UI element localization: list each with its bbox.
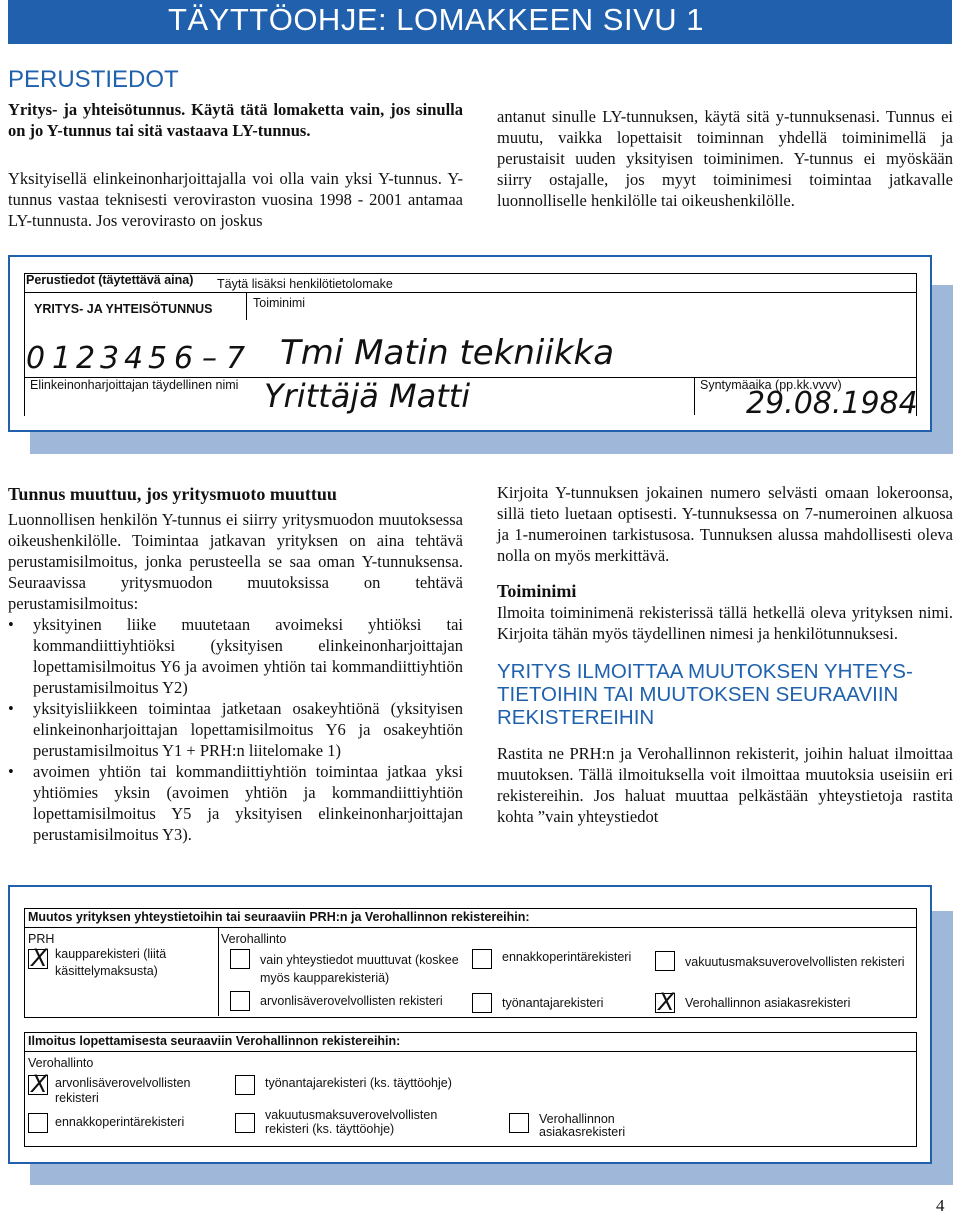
vakuutusmaksu-checkbox[interactable] [655, 951, 675, 971]
list-item: • yksityisliikkeen toimintaa jatketaan osakeyhtiönä (yksityisen elinkeinonharjoittajan lopettamisilmoitus Y6 ja osakeyhtiön perustamisilmoitus Y1 + PRH:n liitelomake 1) [8, 698, 463, 761]
changes-title: Muutos yrityksen yhteystietoihin tai seuraaviin PRH:n ja Verohallinnon rekistereihin: [28, 910, 530, 924]
vakuutusmaksu-label: vakuutusmaksuverovelvollisten rekisteri [685, 955, 905, 969]
form1-section-title: Perustiedot (täytettävä aina) [26, 273, 194, 287]
check-mark: X [658, 988, 675, 1016]
check-mark: X [31, 1070, 48, 1098]
term-asiakasrekisteri-label: Verohallinnon asiakasrekisteri [539, 1112, 626, 1139]
yhteystiedot-label: vain yhteystiedot muuttuvat (koskee myös kaupparekisteriä) [260, 953, 459, 985]
intro-right-body: antanut sinulle LY-tunnuksen, käytä sitä y-tunnuksenasi. Tunnus ei muutu, vaikka lopettaisit toiminnan yhdellä toiminimellä ja perustaisit uuden yksityisen toiminimen. Y-tunnus ei myöskään siirry ostajalle, jos myyt toiminimesi toimintaa jatkavalle luonnolliselle henkilölle tai oikeushenkilölle. [497, 107, 953, 210]
prh-label: PRH [28, 932, 55, 946]
id-digit: 6 [174, 341, 194, 376]
id-digit: – [202, 341, 217, 376]
id-change-section [8, 509, 463, 845]
dob-value[interactable]: 29.08.1984 [746, 386, 918, 421]
owner-name-label: Elinkeinonharjoittajan täydellinen nimi [30, 378, 239, 392]
form1-frame [8, 255, 932, 432]
id-digit: 4 [124, 341, 144, 376]
term-ennakko-label: ennakkoperintärekisteri [55, 1115, 185, 1129]
termination-vero-label: Verohallinto [28, 1056, 94, 1070]
term-alv-checkbox[interactable] [28, 1070, 48, 1098]
id-digit: 1 [52, 341, 72, 376]
id-digit: 5 [148, 341, 168, 376]
trade-name-subheading: Toiminimi [497, 581, 577, 601]
term-vakuutusmaksu-label: vakuutusmaksuverovelvollisten rekisteri (ks. täyttöohje) [265, 1108, 438, 1136]
term-tyonantaja-label: työnantajarekisteri (ks. täyttöohje) [265, 1076, 452, 1090]
dob-label: Syntymäaika (pp.kk.vvvv) [700, 378, 842, 392]
term-ennakko-checkbox[interactable] [28, 1113, 48, 1133]
term-tyonantaja-checkbox[interactable] [235, 1075, 255, 1095]
list-item: • avoimen yhtiön tai kommandiittiyhtiön toimintaa jatkaa yksi yhtiömies yksin (avoimen yhtiön ja kommandiittiyhtiön lopettamisilmoitus Y5 ja yksityisen elinkeinonharjoittajan perustamisilmoitus Y3). [8, 761, 463, 845]
page-title: TÄYTTÖOHJE: LOMAKKEEN SIVU 1 [168, 2, 704, 37]
id-digit: 0 [26, 341, 46, 376]
form1-col-divider [246, 292, 247, 320]
intro-left-body: Yksityisellä elinkeinonharjoittajalla voi olla vain yksi Y-tunnus. Y-tunnus vastaa teknisesti veroviraston vuosina 1998 - 2001 antamaa LY-tunnusta. Jos verovirasto on joskus [8, 169, 463, 230]
trade-name-label: Toiminimi [253, 296, 306, 310]
check-mark: X [31, 944, 48, 972]
vero-label: Verohallinto [221, 932, 287, 946]
id-label: YRITYS- JA YHTEISÖTUNNUS [34, 302, 213, 316]
termination-box [24, 1032, 917, 1147]
id-digit: 7 [226, 341, 246, 376]
id-digit: 3 [100, 341, 120, 376]
form1-divider [24, 292, 916, 293]
id-change-heading: Tunnus muuttuu, jos yritysmuoto muuttuu [8, 484, 337, 504]
id-writing-instructions: Kirjoita Y-tunnuksen jokainen numero selvästi omaan lokeroonsa, sillä tieto luetaan optisesti. Y-tunnuksessa on 7-numeroinen alkuosa ja 1-numeroinen tarkistusosa. Tunnuksen alussa mahdollisesti oleva nolla on myös merkittävä. [497, 483, 953, 565]
alv-checkbox[interactable] [230, 991, 250, 1011]
right-column [497, 482, 953, 827]
asiakasrekisteri-checkbox[interactable] [655, 988, 675, 1016]
trade-name-value[interactable]: Tmi Matin tekniikka [280, 333, 615, 373]
term-alv-label: arvonlisäverovelvollisten rekisteri [55, 1076, 191, 1105]
kaupparekisteri-checkbox[interactable] [28, 944, 48, 972]
ennakko-label: ennakkoperintärekisteri [502, 950, 632, 964]
change-registers-heading: YRITYS ILMOITTAA MUUTOKSEN YHTEYS-TIETOIHIN TAI MUUTOKSEN SEURAAVIIN REKISTEREIHIN [497, 660, 913, 729]
form1-col-divider-2 [694, 377, 695, 415]
form2-frame [8, 885, 932, 1164]
term-asiakasrekisteri-checkbox[interactable] [509, 1113, 529, 1133]
term-vakuutusmaksu-checkbox[interactable] [235, 1113, 255, 1133]
yhteystiedot-checkbox[interactable] [230, 949, 250, 969]
termination-title: Ilmoitus lopettamisesta seuraaviin Verohallinnon rekistereihin: [28, 1034, 401, 1048]
trade-name-instructions: Ilmoita toiminimenä rekisterissä tällä hetkellä oleva yrityksen nimi. Kirjoita tähän myös täydellinen nimesi ja henkilötunnuksesi. [497, 603, 953, 643]
page-number: 4 [936, 1196, 945, 1215]
page-header-banner [8, 0, 952, 44]
tyonantaja-checkbox[interactable] [472, 993, 492, 1013]
id-change-bullet-list [8, 614, 463, 845]
kaupparekisteri-label: kaupparekisteri (liitä käsittelymaksusta) [55, 947, 167, 978]
termination-divider [25, 1051, 916, 1052]
alv-label: arvonlisäverovelvollisten rekisteri [260, 994, 443, 1008]
section-heading-perustiedot: PERUSTIEDOT [8, 66, 179, 93]
change-registers-instructions: Rastita ne PRH:n ja Verohallinnon rekisterit, joihin haluat ilmoittaa muutoksen. Tällä ilmoituksella voit ilmoittaa muutoksia useisiin eri rekistereihin. Jos haluat muuttaa pelkästään yhteystietoja rastita kohta ”vain yhteystiedot [497, 744, 953, 826]
form1-section-note: Täytä lisäksi henkilötietolomake [217, 277, 393, 291]
owner-name-value[interactable]: Yrittäjä Matti [264, 377, 471, 415]
changes-divider [25, 927, 916, 928]
tyonantaja-label: työnantajarekisteri [502, 996, 604, 1010]
id-digit: 2 [76, 341, 96, 376]
ennakko-checkbox[interactable] [472, 949, 492, 969]
changes-col-divider [218, 927, 219, 1016]
changes-box [24, 908, 917, 1018]
asiakasrekisteri-label: Verohallinnon asiakasrekisteri [685, 996, 851, 1010]
id-change-body: Luonnollisen henkilön Y-tunnus ei siirry yritysmuodon muutoksessa oikeushenkilölle. Toimintaa jatkavan yrityksen on aina tehtävä perustamisilmoitus, jonka perusteella se saa oman Y-tunnuksensa. Seuraavissa yritysmuodon muutoksissa on tehtävä perustamisilmoitus: [8, 510, 463, 613]
business-id-field[interactable] [24, 341, 249, 375]
list-item: • yksityinen liike muutetaan avoimeksi yhtiöksi tai kommandiittiyhtiöksi (yksityisen elinkeinonharjoittajan lopettamisilmoitus Y6 ja avoimen yhtiön tai kommandiittiyhtiön perustamisilmoitus Y2) [8, 614, 463, 698]
intro-lead: Yritys- ja yhteisötunnus. Käytä tätä lomaketta vain, jos sinulla on jo Y-tunnus tai sitä vastaava LY-tunnus. [8, 100, 463, 140]
